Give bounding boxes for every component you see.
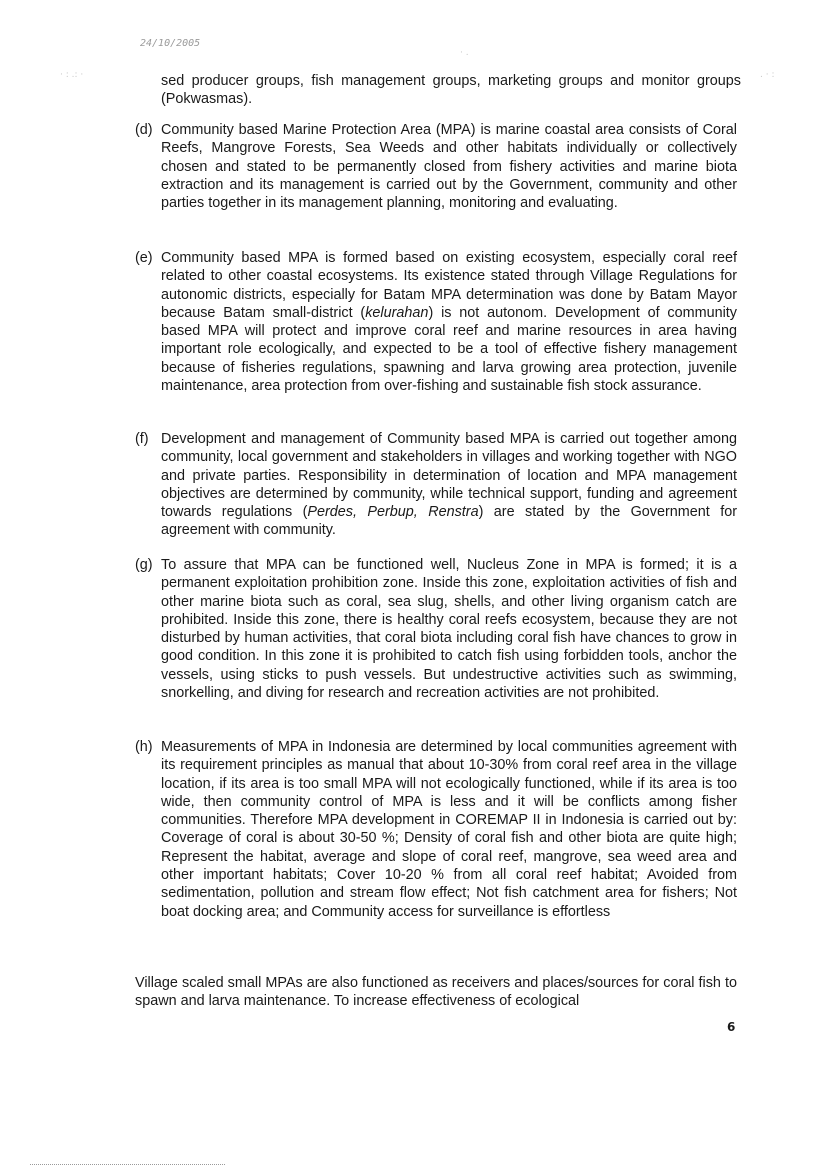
list-item-text: Development and management of Community based MPA is carried out together among community, local government and stakeholders in villages and working together with NGO and private parties. Responsibility in determination of location and MPA management objectives are determined by community, while technical support, funding and agreement towards regulations (Perdes, Perbup, Renstra) are stated by the Government for agreement with community. (161, 431, 737, 539)
list-item-text: To assure that MPA can be functioned well, Nucleus Zone in MPA is formed; it is a permanent exploitation prohibition zone. Inside this zone, exploitation activities of fish and other marine biota such as coral, sea slug, shells, and other living organism catch are prohibited. Inside this zone, there is healthy coral reefs ecosystem, because they are not disturbed by human activities, that coral biota including coral fish have chances to grow in good condition. In this zone it is prohibited to catch fish using forbidden tools, anchor the vessels, using sticks to push vessels. But undestructive activities such as swimming, snorkelling, and diving for research and recreation activities are not prohibited. (161, 557, 737, 702)
italic-term: kelurahan (365, 304, 429, 321)
list-item-f (135, 430, 737, 540)
continuation-paragraph: sed producer groups, fish management groups, marketing groups and monitor groups (Pokwasmas). (161, 73, 741, 108)
scan-noise: . · : (760, 70, 775, 80)
list-item-label: (g) (135, 557, 153, 573)
list-item-label: (h) (135, 739, 153, 755)
footer-dotted-line (30, 1164, 225, 1165)
date-stamp: 24/10/2005 (140, 38, 201, 49)
list-item-text: Community based Marine Protection Area (MPA) is marine coastal area consists of Coral Reefs, Mangrove Forests, Sea Weeds and other habitats individually or collectively chosen and stated to be permanently closed from fishery activities and marine biota extraction and its management is carried out by the Government, community and other parties together in its management planning, monitoring and evaluating. (161, 122, 737, 212)
list-item-d (135, 121, 737, 212)
list-item-g (135, 556, 737, 702)
list-item-h (135, 738, 737, 921)
scan-noise: · : .: · (60, 70, 84, 80)
scan-noise: · . (460, 48, 469, 58)
list-item-e (135, 249, 737, 395)
closing-paragraph: Village scaled small MPAs are also functioned as receivers and places/sources for coral fish to spawn and larva maintenance. To increase effectiveness of ecological (135, 975, 737, 1010)
list-item-text: Measurements of MPA in Indonesia are determined by local communities agreement with its requirement principles as manual that about 10-30% from coral reef area in the village location, if its area is too small MPA will not ecologically functioned, while if its area is too wide, then community control of MPA is less and it will be conflicts among fisher communities. Therefore MPA development in COREMAP II in Indonesia is carried out by: Coverage of coral is about 30-50 %; Density of coral fish and other biota are quite high; Represent the habitat, average and slope of coral reef, mangrove, sea weed area and other important habitats; Cover 10-20 % from all coral reef habitat; Avoided from sedimentation, pollution and stream flow effect; Not fish catchment area for fishers; Not boat docking area; and Community access for surveillance is effortless (161, 739, 737, 920)
list-item-label: (e) (135, 250, 153, 266)
page-number: 6 (727, 1020, 736, 1034)
list-item-text: Community based MPA is formed based on existing ecosystem, especially coral reef related to other coastal ecosystems. Its existence stated through Village Regulations for autonomic districts, especially for Batam MPA determination was done by Batam Mayor because Batam small-district (kelurahan) is not autonom. Development of community based MPA will protect and improve coral reef and marine resources in area having important role ecologically, and expected to be a tool of effective fishery management because of fisheries regulations, spawning and larva growing area protection, juvenile maintenance, area protection from over-fishing and sustainable fish stock assurance. (161, 250, 737, 395)
list-item-label: (f) (135, 431, 149, 447)
italic-term: Perdes, Perbup, Renstra (307, 504, 479, 521)
list-item-label: (d) (135, 122, 153, 138)
